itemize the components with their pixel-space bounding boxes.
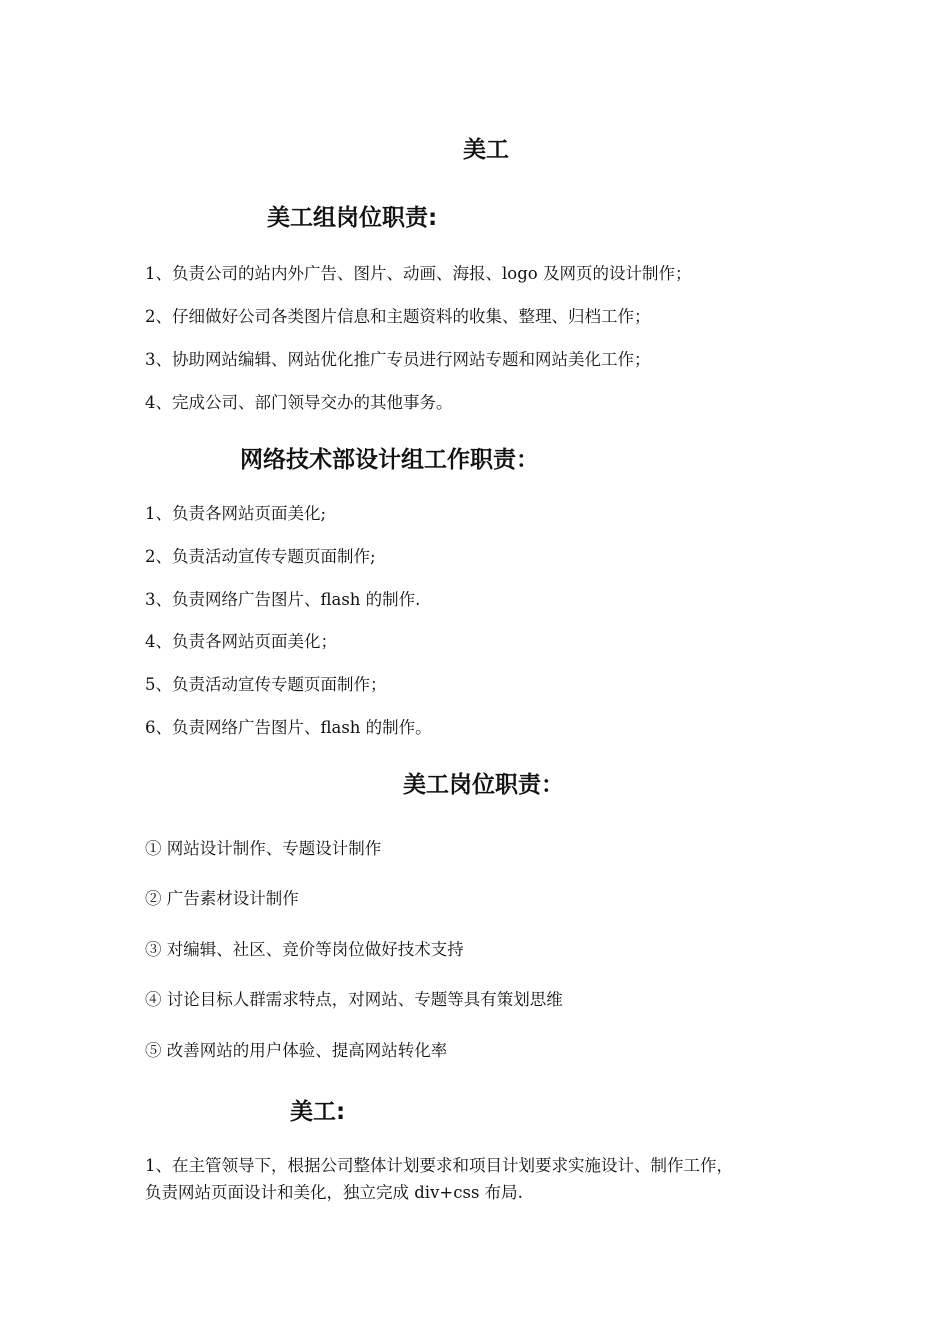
section-heading-art-group-duties: 美工组岗位职责: <box>267 205 438 231</box>
list-item: ④ 讨论目标人群需求特点，对网站、专题等具有策划思维 <box>145 990 563 1009</box>
paragraph-line: 负责网站页面设计和美化，独立完成 div+css 布局. <box>145 1183 523 1202</box>
list-item: 6、负责网络广告图片、flash 的制作。 <box>145 718 432 737</box>
list-item: 2、仔细做好公司各类图片信息和主题资料的收集、整理、归档工作； <box>145 307 651 326</box>
list-item: 3、负责网络广告图片、flash 的制作. <box>145 590 421 609</box>
list-item: ⑤ 改善网站的用户体验、提高网站转化率 <box>145 1041 448 1060</box>
list-item: 3、协助网站编辑、网站优化推广专员进行网站专题和网站美化工作； <box>145 350 651 369</box>
section-heading-art-position-duties: 美工岗位职责： <box>403 772 564 798</box>
paragraph-line: 1、在主管领导下，根据公司整体计划要求和项目计划要求实施设计、制作工作， <box>145 1156 733 1175</box>
section-heading-art: 美工: <box>290 1099 346 1125</box>
list-item: ② 广告素材设计制作 <box>145 889 299 908</box>
list-item: 4、负责各网站页面美化； <box>145 632 337 651</box>
list-item: 1、负责各网站页面美化; <box>145 504 327 523</box>
document-title: 美工 <box>463 137 509 163</box>
list-item: 1、负责公司的站内外广告、图片、动画、海报、logo 及网页的设计制作； <box>145 264 692 283</box>
list-item: ① 网站设计制作、专题设计制作 <box>145 839 382 858</box>
list-item: ③ 对编辑、社区、竞价等岗位做好技术支持 <box>145 940 464 959</box>
list-item: 2、负责活动宣传专题页面制作; <box>145 547 376 566</box>
list-item: 5、负责活动宣传专题页面制作； <box>145 675 387 694</box>
section-heading-design-group-duties: 网络技术部设计组工作职责： <box>240 447 539 473</box>
list-item: 4、完成公司、部门领导交办的其他事务。 <box>145 393 453 412</box>
